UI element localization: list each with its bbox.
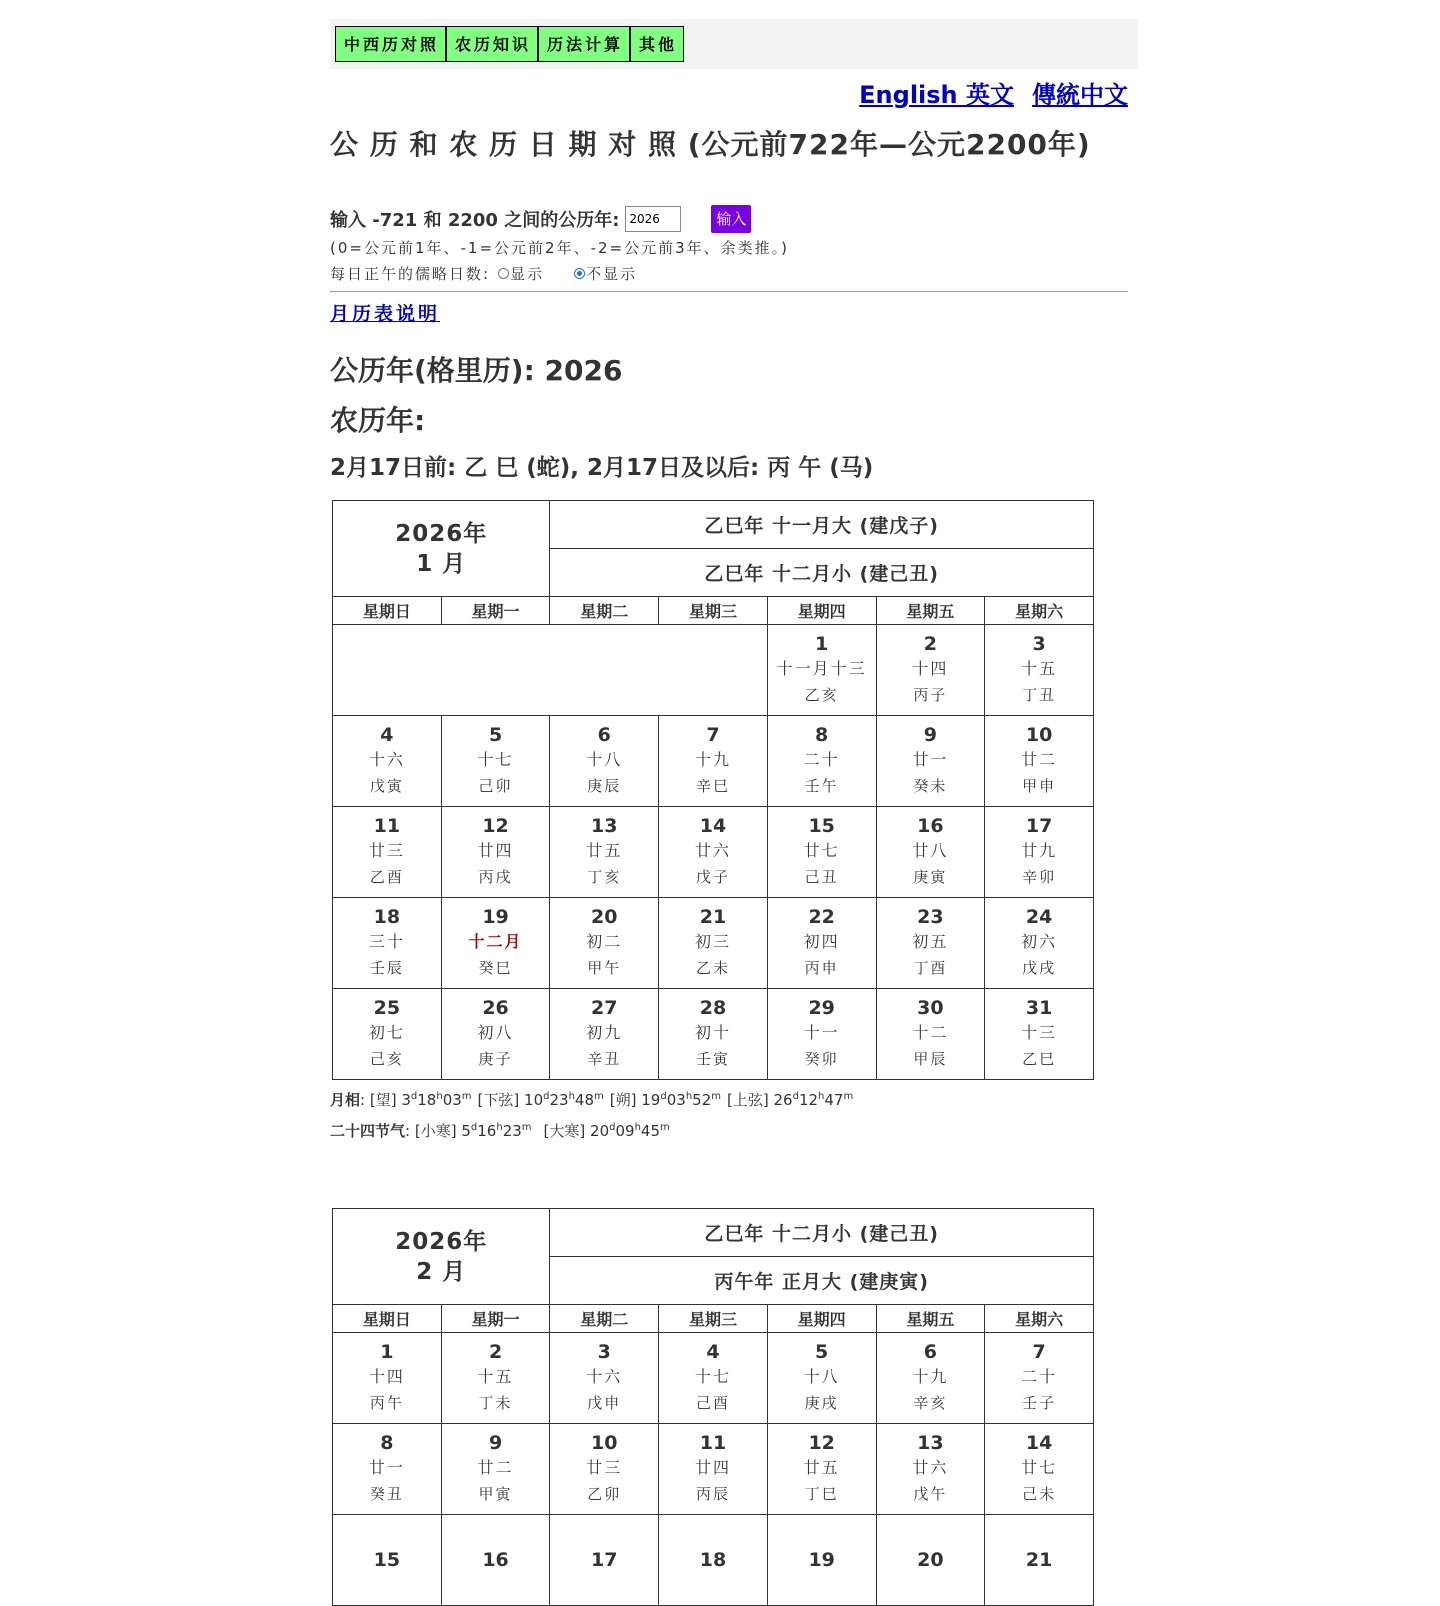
solar-term-h: 16 xyxy=(477,1122,497,1140)
lunar-day: 廿一 xyxy=(912,750,949,769)
submit-button[interactable]: 输入 xyxy=(711,205,751,233)
day-cell[interactable] xyxy=(333,1333,442,1424)
solar-term-entry: [大寒] 20$^d$09$^h$45$^m$ xyxy=(543,1122,670,1140)
day-number: 22 xyxy=(808,906,835,928)
day-cell[interactable] xyxy=(550,716,659,807)
day-cell[interactable] xyxy=(985,1424,1094,1515)
ganzhi-day: 丁巳 xyxy=(804,1485,839,1503)
solar-term-h: 09 xyxy=(615,1122,635,1140)
month-calendar xyxy=(332,1208,1094,1606)
day-cell[interactable] xyxy=(333,1515,442,1606)
ganzhi-day: 壬午 xyxy=(804,777,839,795)
nav-tabs xyxy=(335,26,684,62)
day-cell[interactable] xyxy=(333,1424,442,1515)
weekday-row xyxy=(333,597,1094,625)
day-number: 11 xyxy=(699,1432,727,1454)
lunar-day: 廿七 xyxy=(803,841,840,860)
weekday-header: 星期二 xyxy=(550,597,659,625)
day-number: 15 xyxy=(808,815,835,837)
julian-day-option xyxy=(330,263,637,284)
ganzhi-day: 甲午 xyxy=(587,959,622,977)
ganzhi-day: 癸巳 xyxy=(478,959,513,977)
gregorian-year-heading: 公历年(格里历): 2026 xyxy=(330,354,623,387)
week-row xyxy=(333,898,1094,989)
day-cell[interactable] xyxy=(441,1515,550,1606)
day-cell[interactable] xyxy=(876,989,985,1080)
day-cell[interactable] xyxy=(876,625,985,716)
lunar-day: 十六 xyxy=(368,750,405,769)
ganzhi-day: 己卯 xyxy=(478,777,513,795)
ganzhi-day: 己未 xyxy=(1022,1485,1057,1503)
day-number: 18 xyxy=(373,906,401,928)
day-number: 9 xyxy=(488,1432,503,1454)
ganzhi-day: 戊申 xyxy=(587,1394,622,1412)
ganzhi-day: 丁亥 xyxy=(587,868,622,886)
ganzhi-day: 己亥 xyxy=(369,1050,404,1068)
ganzhi-day: 甲申 xyxy=(1022,777,1057,795)
ganzhi-day: 庚戌 xyxy=(804,1394,839,1412)
calendar-month-label: 2 月 xyxy=(416,1258,467,1285)
weekday-header: 星期日 xyxy=(333,597,442,625)
day-cell[interactable] xyxy=(441,989,550,1080)
day-cell[interactable] xyxy=(767,1333,876,1424)
solar-term-name: 小寒 xyxy=(420,1122,451,1140)
day-number: 14 xyxy=(699,815,727,837)
ganzhi-day: 壬子 xyxy=(1022,1394,1057,1412)
lunar-day: 十五 xyxy=(477,1367,514,1386)
ganzhi-day: 乙酉 xyxy=(369,868,404,886)
week-row xyxy=(333,1333,1094,1424)
moon-phase-m: 48 xyxy=(574,1091,595,1109)
lunar-day: 廿五 xyxy=(803,1458,840,1477)
weekday-header: 星期二 xyxy=(550,1305,659,1333)
day-number: 24 xyxy=(1025,906,1053,928)
year-input-label: 输入 -721 和 2200 之间的公历年: xyxy=(330,210,620,231)
day-cell[interactable] xyxy=(659,1333,768,1424)
lunar-day: 十二 xyxy=(912,1023,949,1042)
nav-tab-other[interactable]: 其他 xyxy=(630,26,684,62)
calendar-year-label: 2026年 xyxy=(395,1228,488,1255)
lunar-day: 十四 xyxy=(368,1367,405,1386)
day-number: 4 xyxy=(706,1341,720,1363)
page-container xyxy=(330,19,1138,1571)
lunar-day: 廿六 xyxy=(694,841,731,860)
day-number: 14 xyxy=(1025,1432,1053,1454)
day-number: 29 xyxy=(808,997,835,1019)
ganzhi-day: 辛巳 xyxy=(695,777,730,795)
nav-tab-calendar-calc[interactable]: 历法计算 xyxy=(538,26,630,62)
day-number: 3 xyxy=(1032,633,1046,655)
lunar-day: 初五 xyxy=(912,932,949,951)
lunar-day: 十七 xyxy=(477,750,514,769)
ganzhi-day: 辛亥 xyxy=(913,1394,948,1412)
moon-phase-d: 19 xyxy=(641,1091,661,1109)
day-number: 2 xyxy=(923,633,937,655)
day-cell[interactable] xyxy=(550,1515,659,1606)
calendar-year-month xyxy=(333,501,550,597)
ganzhi-day: 庚寅 xyxy=(913,868,948,886)
day-number: 5 xyxy=(488,724,503,746)
zodiac-heading: 2月17日前: 乙 巳 (蛇), 2月17日及以后: 丙 午 (马) xyxy=(330,455,874,481)
ganzhi-day: 甲寅 xyxy=(478,1485,513,1503)
show-option-label: 显示 xyxy=(510,265,545,283)
ganzhi-day: 辛丑 xyxy=(587,1050,622,1068)
moon-phase-m: 03 xyxy=(442,1091,462,1109)
lunar-day: 十九 xyxy=(694,750,731,769)
day-number: 2 xyxy=(488,1341,503,1363)
lunar-day: 初四 xyxy=(803,932,840,951)
day-number: 16 xyxy=(482,1549,509,1571)
solar-term-name: 大寒 xyxy=(549,1122,580,1140)
show-option[interactable] xyxy=(498,263,544,284)
ganzhi-day: 丙子 xyxy=(913,686,948,704)
day-number: 6 xyxy=(923,1341,937,1363)
calendar-year-month xyxy=(333,1209,550,1305)
lunar-month-label: 乙巳年 十二月小 (建己丑) xyxy=(550,549,1094,597)
day-cell[interactable] xyxy=(767,716,876,807)
day-number: 21 xyxy=(699,906,727,928)
day-cell[interactable] xyxy=(876,1424,985,1515)
lunar-day: 廿五 xyxy=(586,841,623,860)
day-cell[interactable] xyxy=(876,1515,985,1606)
day-cell[interactable] xyxy=(767,807,876,898)
calendar-header-row xyxy=(333,501,1094,549)
week-row xyxy=(333,1424,1094,1515)
day-number: 20 xyxy=(917,1549,944,1571)
hide-option-label: 不显示 xyxy=(586,265,638,283)
empty-cell xyxy=(333,625,768,716)
day-number: 7 xyxy=(706,724,720,746)
weekday-header: 星期六 xyxy=(985,1305,1094,1333)
moon-phase-entry: [上弦] 26$^d$12$^h$47$^m$ xyxy=(727,1091,854,1109)
day-cell[interactable] xyxy=(659,1515,768,1606)
moon-phase-entry: [朔] 19$^d$03$^h$52$^m$ xyxy=(609,1091,721,1109)
lunar-month-label: 乙巳年 十一月大 (建戊子) xyxy=(550,501,1094,549)
ganzhi-day: 丙戌 xyxy=(478,868,513,886)
ganzhi-day: 乙巳 xyxy=(1022,1050,1057,1068)
day-number: 15 xyxy=(373,1549,401,1571)
day-number: 6 xyxy=(597,724,611,746)
day-cell[interactable] xyxy=(876,807,985,898)
day-number: 18 xyxy=(699,1549,727,1571)
solar-term-d: 5 xyxy=(461,1122,471,1140)
solar-term-m: 23 xyxy=(502,1122,522,1140)
ganzhi-day: 乙未 xyxy=(695,959,730,977)
day-number: 17 xyxy=(591,1549,618,1571)
ganzhi-day: 庚辰 xyxy=(587,777,622,795)
lunar-day: 十三 xyxy=(1021,1023,1058,1042)
day-cell[interactable] xyxy=(550,989,659,1080)
moon-phases-label: 月相 xyxy=(330,1091,361,1109)
lunar-day: 十二月 xyxy=(468,932,523,951)
week-row xyxy=(333,989,1094,1080)
day-number: 25 xyxy=(373,997,401,1019)
day-number: 12 xyxy=(482,815,509,837)
weekday-header: 星期三 xyxy=(659,597,768,625)
day-cell[interactable] xyxy=(550,1333,659,1424)
weekday-row xyxy=(333,1305,1094,1333)
day-cell[interactable] xyxy=(550,898,659,989)
ganzhi-day: 壬辰 xyxy=(369,959,404,977)
moon-phases: 月相: [望] 3$^d$18$^h$03$^m$ [下弦] 10$^d$23$^h$48$^m$ [朔] 19$^d$03$^h$52$^m$ [上弦] 26$^d$12$^h$47$^m$ xyxy=(330,1091,854,1109)
moon-phase-name: 望 xyxy=(375,1091,391,1109)
day-number: 20 xyxy=(591,906,618,928)
weekday-header: 星期四 xyxy=(767,1305,876,1333)
day-number: 1 xyxy=(815,633,829,655)
lunar-day: 廿四 xyxy=(477,841,514,860)
day-number: 17 xyxy=(1025,815,1053,837)
lunar-day: 十五 xyxy=(1021,659,1058,678)
calendar-month-label: 1 月 xyxy=(416,550,467,577)
hide-radio[interactable] xyxy=(574,268,585,279)
lunar-day: 廿三 xyxy=(368,841,405,860)
month-calendar xyxy=(332,500,1094,1080)
lunar-day: 十八 xyxy=(803,1367,840,1386)
year-input[interactable] xyxy=(625,206,681,232)
day-number: 28 xyxy=(699,997,727,1019)
moon-phase-d: 26 xyxy=(773,1091,793,1109)
top-nav-bar xyxy=(330,19,1138,69)
weekday-header: 星期日 xyxy=(333,1305,442,1333)
lunar-day: 二十 xyxy=(803,750,840,769)
lunar-day: 十一 xyxy=(803,1023,840,1042)
day-number: 21 xyxy=(1025,1549,1053,1571)
moon-phase-m: 47 xyxy=(824,1091,844,1109)
day-cell[interactable] xyxy=(767,989,876,1080)
day-number: 27 xyxy=(591,997,618,1019)
divider xyxy=(330,291,1128,292)
lunar-day: 十六 xyxy=(586,1367,623,1386)
day-number: 13 xyxy=(917,1432,944,1454)
lunar-year-heading: 农历年: xyxy=(330,404,426,437)
lunar-day: 初十 xyxy=(694,1023,731,1042)
day-cell[interactable] xyxy=(876,898,985,989)
ganzhi-day: 壬寅 xyxy=(695,1050,730,1068)
weekday-header: 星期三 xyxy=(659,1305,768,1333)
day-cell[interactable] xyxy=(985,1515,1094,1606)
weekday-header: 星期五 xyxy=(876,1305,985,1333)
lunar-month-label: 乙巳年 十二月小 (建己丑) xyxy=(550,1209,1094,1257)
day-number: 1 xyxy=(380,1341,394,1363)
lunar-day: 十九 xyxy=(912,1367,949,1386)
day-cell[interactable] xyxy=(441,807,550,898)
week-row xyxy=(333,625,1094,716)
moon-phase-h: 12 xyxy=(798,1091,819,1109)
moon-phase-h: 23 xyxy=(549,1091,569,1109)
show-radio[interactable] xyxy=(498,268,509,279)
day-number: 19 xyxy=(482,906,509,928)
lunar-day: 初二 xyxy=(586,932,623,951)
lunar-day: 廿二 xyxy=(477,1458,514,1477)
day-cell[interactable] xyxy=(441,1333,550,1424)
day-cell[interactable] xyxy=(659,989,768,1080)
ganzhi-day: 己酉 xyxy=(695,1394,730,1412)
day-number: 10 xyxy=(591,1432,618,1454)
ganzhi-day: 癸卯 xyxy=(804,1050,839,1068)
calendar-header-row xyxy=(333,1209,1094,1257)
lunar-day: 三十 xyxy=(368,932,405,951)
day-cell[interactable] xyxy=(985,716,1094,807)
weekday-header: 星期一 xyxy=(441,597,550,625)
day-cell[interactable] xyxy=(550,1424,659,1515)
day-number: 3 xyxy=(597,1341,611,1363)
lunar-day: 廿二 xyxy=(1021,750,1058,769)
ganzhi-day: 己丑 xyxy=(804,868,839,886)
nav-tab-lunar-knowledge[interactable]: 农历知识 xyxy=(446,26,538,62)
page-title: 公 历 和 农 历 日 期 对 照 (公元前722年—公元2200年) xyxy=(330,128,1091,161)
day-number: 11 xyxy=(373,815,401,837)
ganzhi-day: 辛卯 xyxy=(1022,868,1057,886)
calendar-explanation-link[interactable]: 月历表说明 xyxy=(330,303,441,325)
ganzhi-day: 庚子 xyxy=(478,1050,513,1068)
day-cell[interactable] xyxy=(985,1333,1094,1424)
day-cell[interactable] xyxy=(767,1424,876,1515)
lunar-day: 十八 xyxy=(586,750,623,769)
weekday-header: 星期一 xyxy=(441,1305,550,1333)
moon-phase-m: 52 xyxy=(692,1091,712,1109)
moon-phase-name: 下弦 xyxy=(483,1091,514,1109)
day-number: 13 xyxy=(591,815,618,837)
hide-option[interactable] xyxy=(574,263,637,284)
calendar-year-label: 2026年 xyxy=(395,520,488,547)
day-cell[interactable] xyxy=(767,625,876,716)
day-cell[interactable] xyxy=(441,898,550,989)
ganzhi-day: 丁丑 xyxy=(1022,686,1057,704)
weekday-header: 星期五 xyxy=(876,597,985,625)
day-cell[interactable] xyxy=(767,1515,876,1606)
lunar-day: 廿三 xyxy=(586,1458,623,1477)
solar-term-m: 45 xyxy=(640,1122,661,1140)
solar-terms-label: 二十四节气 xyxy=(330,1122,406,1140)
day-cell[interactable] xyxy=(876,716,985,807)
language-links xyxy=(841,75,1128,110)
moon-phase-entry: [望] 3$^d$18$^h$03$^m$ xyxy=(369,1091,472,1109)
day-number: 31 xyxy=(1025,997,1053,1019)
week-row xyxy=(333,807,1094,898)
ganzhi-day: 戊子 xyxy=(695,868,730,886)
year-note: (0=公元前1年、-1=公元前2年、-2=公元前3年、余类推。) xyxy=(330,239,789,257)
traditional-chinese-link[interactable]: 傳統中文 xyxy=(1032,81,1128,109)
day-cell[interactable] xyxy=(985,625,1094,716)
moon-phase-h: 18 xyxy=(417,1091,437,1109)
ganzhi-day: 戊午 xyxy=(913,1485,948,1503)
day-number: 9 xyxy=(923,724,937,746)
julian-day-label: 每日正午的儒略日数: xyxy=(330,265,491,283)
solar-term-entry: [小寒] 5$^d$16$^h$23$^m$ xyxy=(414,1122,532,1140)
day-cell[interactable] xyxy=(441,716,550,807)
solar-term-d: 20 xyxy=(590,1122,610,1140)
day-cell[interactable] xyxy=(659,807,768,898)
lunar-day: 初九 xyxy=(586,1023,623,1042)
day-cell[interactable] xyxy=(659,1424,768,1515)
day-cell[interactable] xyxy=(985,807,1094,898)
day-cell[interactable] xyxy=(333,807,442,898)
lunar-day: 十一月十三 xyxy=(776,659,867,678)
weekday-header: 星期四 xyxy=(767,597,876,625)
day-number: 7 xyxy=(1032,1341,1046,1363)
moon-phase-h: 03 xyxy=(666,1091,686,1109)
day-cell[interactable] xyxy=(333,989,442,1080)
ganzhi-day: 甲辰 xyxy=(913,1050,948,1068)
moon-phase-name: 朔 xyxy=(615,1091,631,1109)
day-number: 5 xyxy=(815,1341,829,1363)
lunar-day: 初三 xyxy=(694,932,731,951)
ganzhi-day: 丁未 xyxy=(478,1394,513,1412)
year-form xyxy=(330,205,751,233)
ganzhi-day: 乙亥 xyxy=(804,686,839,704)
day-cell[interactable] xyxy=(550,807,659,898)
lunar-day: 廿四 xyxy=(694,1458,731,1477)
day-number: 8 xyxy=(380,1432,394,1454)
ganzhi-day: 丁酉 xyxy=(913,959,948,977)
lunar-month-label: 丙午年 正月大 (建庚寅) xyxy=(550,1257,1094,1305)
lunar-day: 初六 xyxy=(1021,932,1058,951)
ganzhi-day: 丙午 xyxy=(369,1394,404,1412)
solar-terms: 二十四节气: [小寒] 5$^d$16$^h$23$^m$ [大寒] 20$^d$09$^h$45$^m$ xyxy=(330,1122,670,1140)
day-cell[interactable] xyxy=(441,1424,550,1515)
day-cell[interactable] xyxy=(659,716,768,807)
ganzhi-day: 癸未 xyxy=(913,777,948,795)
ganzhi-day: 乙卯 xyxy=(587,1485,622,1503)
lunar-day: 廿一 xyxy=(368,1458,405,1477)
moon-phase-entry: [下弦] 10$^d$23$^h$48$^m$ xyxy=(477,1091,604,1109)
weekday-header: 星期六 xyxy=(985,597,1094,625)
lunar-day: 初八 xyxy=(477,1023,514,1042)
lunar-day: 十四 xyxy=(912,659,949,678)
day-number: 8 xyxy=(815,724,829,746)
day-number: 26 xyxy=(482,997,509,1019)
day-number: 10 xyxy=(1025,724,1053,746)
moon-phase-d: 10 xyxy=(524,1091,544,1109)
day-cell[interactable] xyxy=(659,898,768,989)
day-cell[interactable] xyxy=(985,898,1094,989)
day-number: 12 xyxy=(808,1432,835,1454)
nav-tab-conversion[interactable]: 中西历对照 xyxy=(335,26,446,62)
day-cell[interactable] xyxy=(985,989,1094,1080)
lunar-day: 廿九 xyxy=(1021,841,1058,860)
lunar-day: 廿六 xyxy=(912,1458,949,1477)
english-link[interactable]: English 英文 xyxy=(859,81,1014,109)
lunar-day: 十七 xyxy=(694,1367,731,1386)
day-cell[interactable] xyxy=(876,1333,985,1424)
ganzhi-day: 戊戌 xyxy=(1022,959,1057,977)
lunar-day: 二十 xyxy=(1021,1367,1058,1386)
day-number: 30 xyxy=(917,997,944,1019)
moon-phase-d: 3 xyxy=(401,1091,411,1109)
day-number: 23 xyxy=(917,906,944,928)
ganzhi-day: 丙辰 xyxy=(695,1485,730,1503)
day-cell[interactable] xyxy=(333,716,442,807)
lunar-day: 初七 xyxy=(368,1023,405,1042)
day-cell[interactable] xyxy=(333,898,442,989)
week-row xyxy=(333,1515,1094,1606)
day-number: 4 xyxy=(380,724,394,746)
ganzhi-day: 戊寅 xyxy=(369,777,404,795)
moon-phase-name: 上弦 xyxy=(732,1091,763,1109)
day-number: 16 xyxy=(917,815,944,837)
ganzhi-day: 癸丑 xyxy=(369,1485,404,1503)
ganzhi-day: 丙申 xyxy=(804,959,839,977)
lunar-day: 廿七 xyxy=(1021,1458,1058,1477)
day-cell[interactable] xyxy=(767,898,876,989)
week-row xyxy=(333,716,1094,807)
lunar-day: 廿八 xyxy=(912,841,949,860)
day-number: 19 xyxy=(808,1549,835,1571)
